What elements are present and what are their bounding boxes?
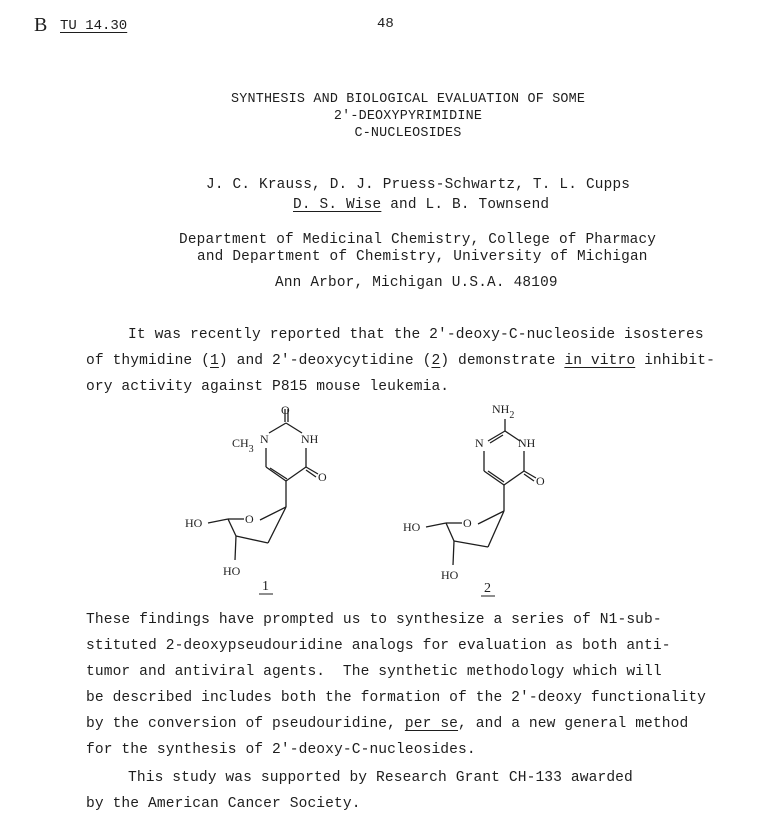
s2-amino-label: $NH_2$	[492, 402, 515, 421]
s2-nh-label: NH	[518, 436, 536, 450]
page-number: 48	[377, 16, 394, 32]
presenting-author: D. S. Wise	[293, 197, 382, 213]
intro-text: inhibit-	[635, 353, 715, 369]
intro-text: of thymidine (	[86, 353, 211, 369]
title-line-1: SYNTHESIS AND BIOLOGICAL EVALUATION OF SOME	[231, 92, 586, 107]
session-code: TU 14.30	[60, 18, 128, 34]
s2-5-hydroxyl: HO	[403, 520, 421, 534]
findings-line-3: tumor and antiviral agents. The synthetic methodology which will	[86, 664, 662, 680]
title-line-2: 2'-DEOXYPYRIMIDINE	[333, 109, 483, 124]
findings-line-4: be described includes both the formation of the 2'-deoxy functionality	[86, 690, 707, 706]
findings-line-1: These findings have prompted us to synthesize a series of N1-sub-	[86, 612, 662, 628]
chemical-structures	[0, 395, 704, 605]
compound-ref-2: 2	[431, 353, 441, 369]
findings-line-6: for the synthesis of 2'-deoxy-C-nucleosides.	[86, 742, 476, 758]
compound-label-1: 1	[262, 579, 269, 594]
per-se-term: per se	[404, 716, 459, 732]
s2-ring-oxygen: O	[463, 516, 472, 530]
authors-line-2	[293, 197, 549, 213]
findings-text: , and a new general method	[458, 716, 689, 732]
affiliation-line-3: Ann Arbor, Michigan U.S.A. 48109	[275, 275, 558, 291]
s2-n-left-label: N	[475, 436, 484, 450]
intro-line-3: ory activity against P815 mouse leukemia.	[86, 379, 450, 395]
support-line-1: This study was supported by Research Grant CH-133 awarded	[128, 770, 633, 786]
intro-line-2	[86, 353, 715, 369]
findings-line-2: stituted 2-deoxypseudouridine analogs for evaluation as both anti-	[86, 638, 671, 654]
in-vitro-term: in vitro	[564, 353, 636, 369]
s1-carbonyl-oxygen: O	[281, 403, 290, 417]
title-line-3: C-NUCLEOSIDES	[354, 126, 462, 141]
support-line-2: by the American Cancer Society.	[86, 796, 361, 812]
affiliation-line-1: Department of Medicinal Chemistry, College of Pharmacy	[179, 232, 657, 248]
intro-text: ) demonstrate	[440, 353, 565, 369]
s1-methyl-label: $CH_3$	[232, 436, 254, 455]
s1-n1-label: N	[260, 432, 269, 446]
s1-5-hydroxyl: HO	[185, 516, 203, 530]
s1-c4-oxygen: O	[318, 470, 327, 484]
s1-3-hydroxyl: HO	[223, 564, 241, 578]
intro-text: ) and 2'-deoxycytidine (	[218, 353, 432, 369]
s1-ring-oxygen: O	[245, 512, 254, 526]
compound-ref-1: 1	[210, 353, 219, 369]
s1-nh-label: NH	[301, 432, 319, 446]
authors-line-1: J. C. Krauss, D. J. Pruess-Schwartz, T. L. Cupps	[206, 177, 631, 193]
intro-line-1: It was recently reported that the 2'-deoxy-C-nucleoside isosteres	[128, 327, 704, 343]
affiliation-line-2: and Department of Chemistry, University of Michigan	[197, 249, 648, 265]
s2-3-hydroxyl: HO	[441, 568, 459, 582]
s2-c4-oxygen: O	[536, 474, 545, 488]
section-letter: B	[34, 14, 48, 36]
compound-label-2: 2	[484, 581, 491, 596]
authors-rest: and L. B. Townsend	[381, 197, 550, 213]
findings-line-5	[86, 716, 688, 732]
findings-text: by the conversion of pseudouridine,	[86, 716, 405, 732]
